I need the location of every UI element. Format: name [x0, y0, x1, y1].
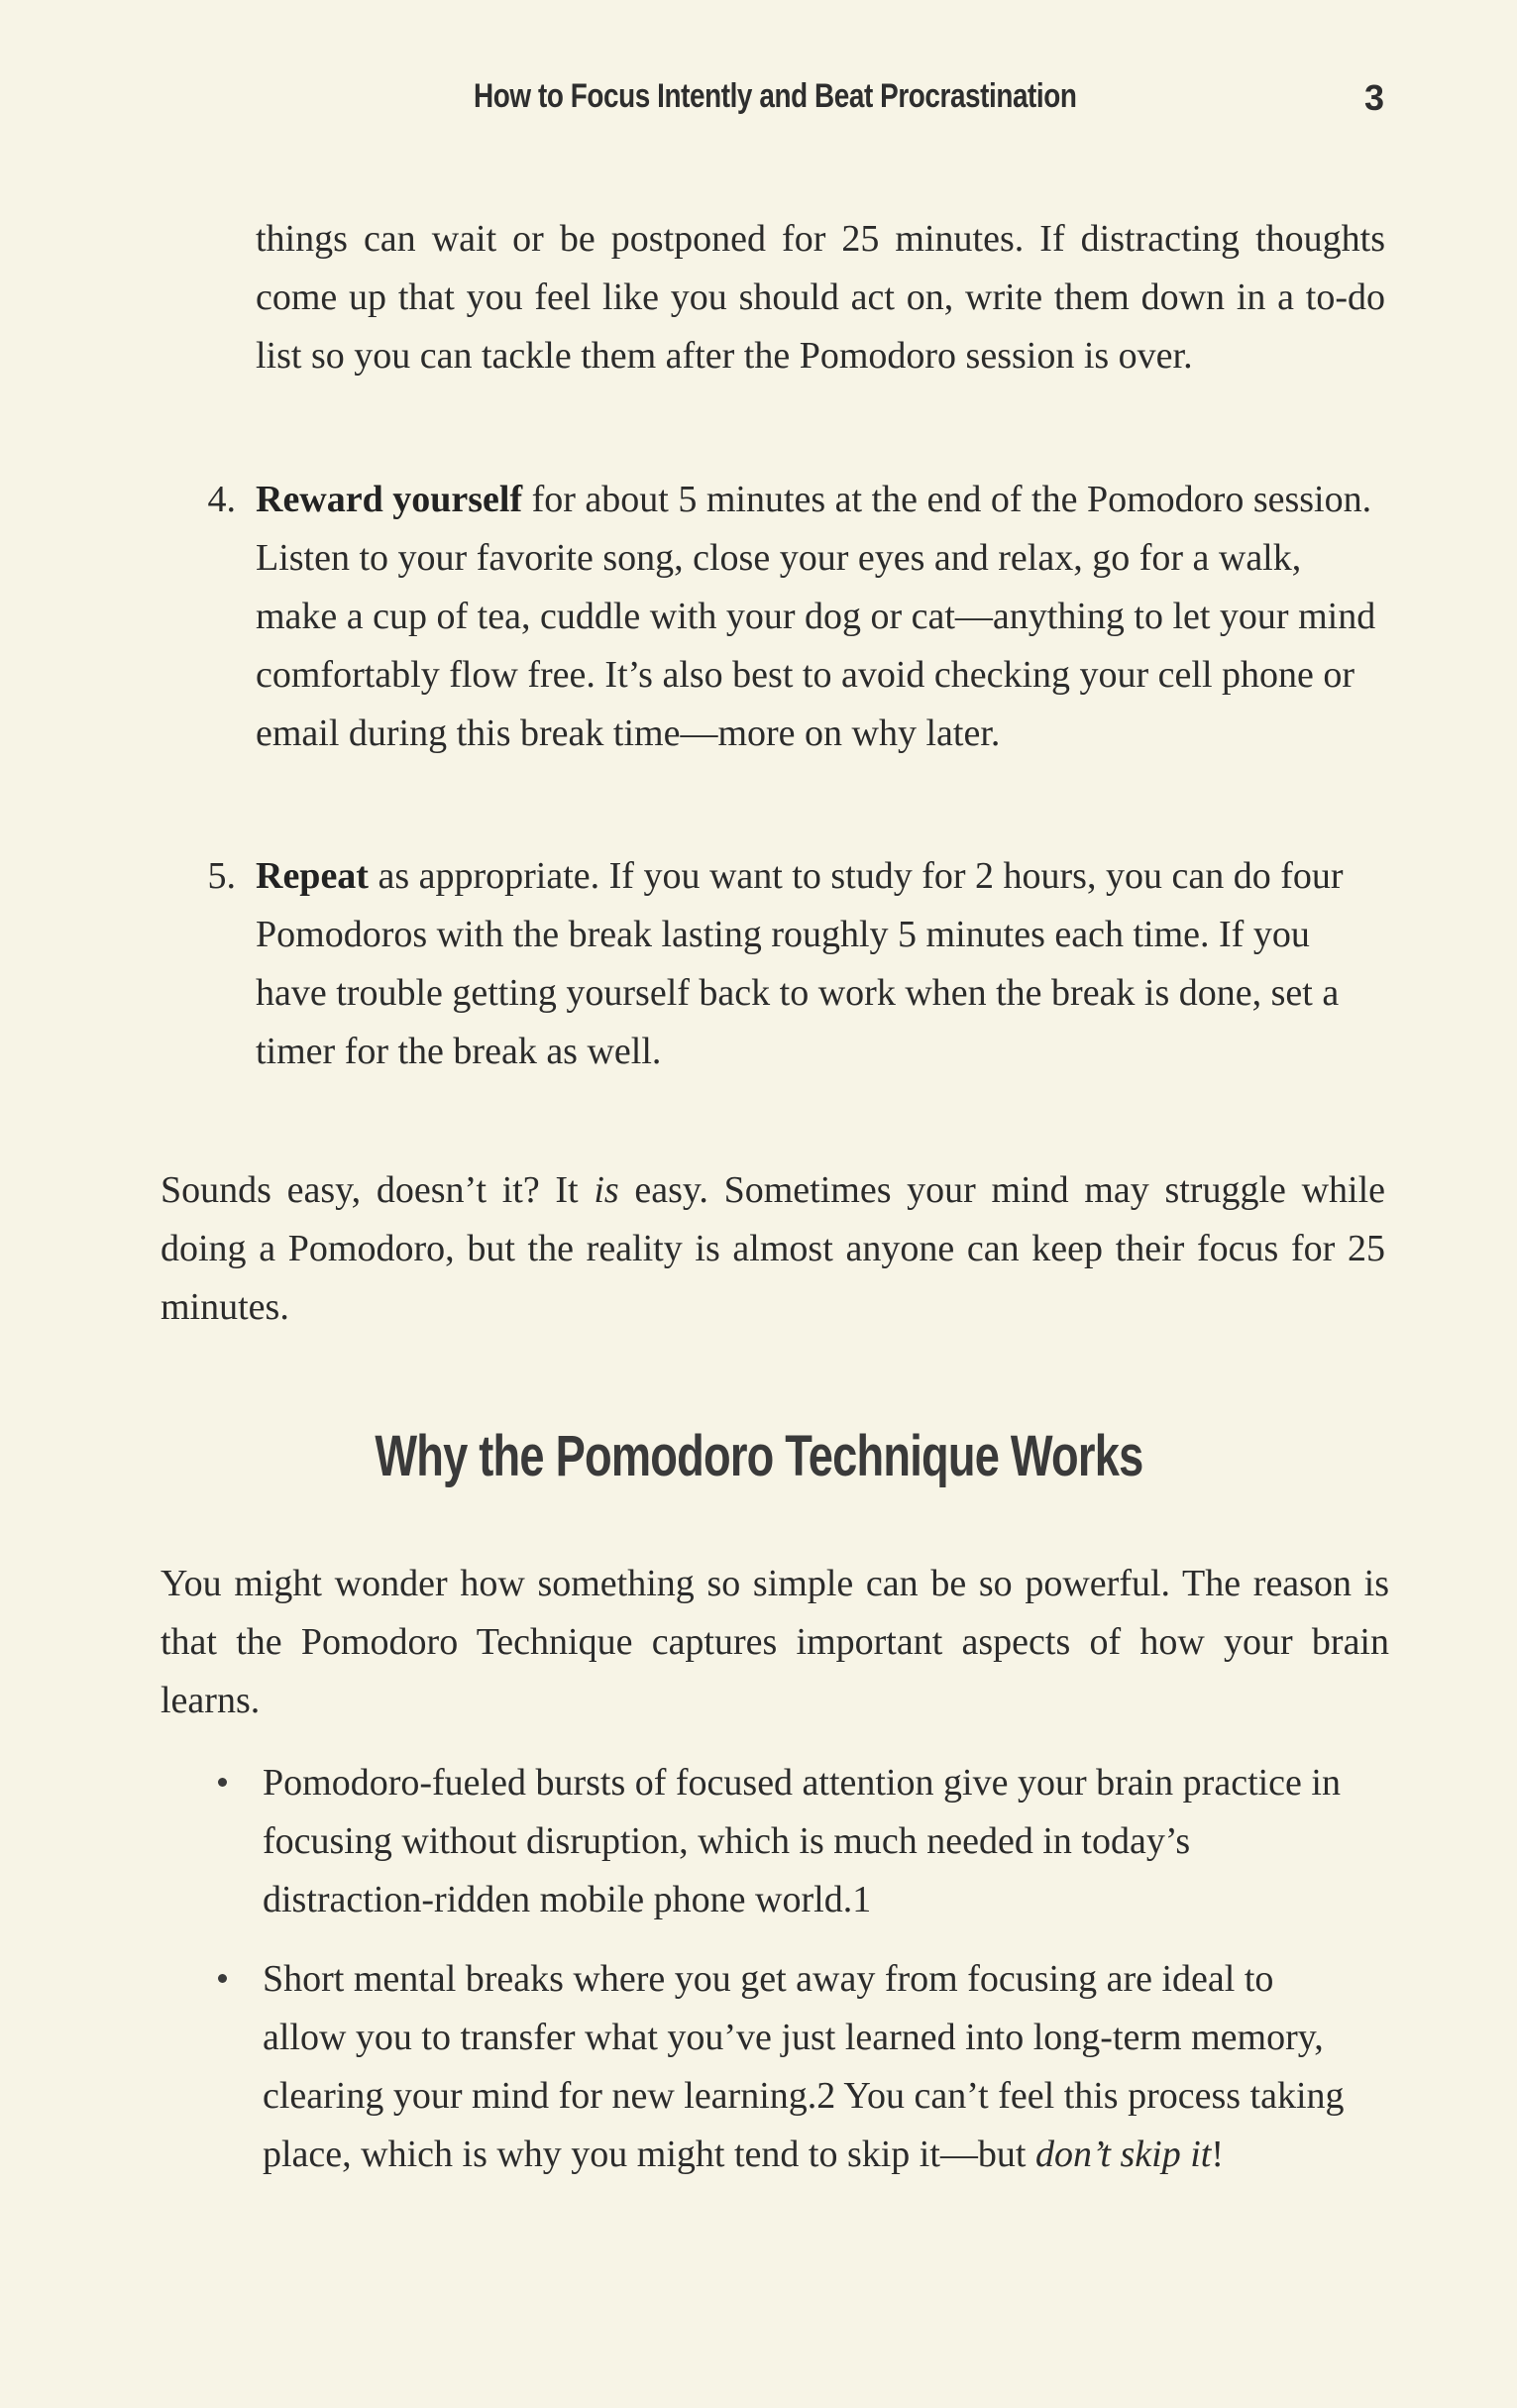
section-heading: Why the Pomodoro Technique Works: [374, 1424, 1143, 1488]
list-number: 5.: [207, 855, 236, 897]
list-item-text: [256, 471, 1385, 763]
emphasis: don’t skip it: [1034, 2134, 1212, 2175]
section-intro-paragraph: You might wonder how something so simple can be so powerful. The reason is that the Pomodoro Technique captures important aspects of how your brain learns.: [161, 1563, 1389, 1721]
bullet-dot: [218, 1778, 227, 1787]
list-item-body: as appropriate. If you want to study for 2 hours, you can do four Pomodoros with the break lasting roughly 5 minutes each time. If you have trouble getting yourself back to work when the break is done, set a timer for the break as well.: [256, 855, 1344, 1072]
list-item-body: for about 5 minutes at the end of the Pomodoro session. Listen to your favorite song, close your eyes and relax, go for a walk, make a cup of tea, cuddle with your dog or cat—anything to let your mind comfortably flow free. It’s also best to avoid checking your cell phone or email during this break time—more on why later.: [256, 479, 1376, 754]
bullet-text: Short mental breaks where you get away from focusing are ideal to allow you to transfer what you’ve just learned into long-term memory, clearing your mind for new learning.2 You can’t feel this process taking place, which is why you might tend to skip it—but don’t skip it!: [263, 1958, 1345, 2175]
running-title: How to Focus Intently and Beat Procrastination: [474, 77, 1077, 115]
bullet-dot: [218, 1974, 227, 1983]
page-number: 3: [1364, 77, 1385, 118]
continuation-paragraph: things can wait or be postponed for 25 minutes. If distracting thoughts come up that you feel like you should act on, write them down in a to-do list so you can tackle them after the Pomodoro session is over.: [256, 218, 1385, 377]
list-number: 4.: [207, 479, 236, 520]
bold-lead: Repeat: [256, 855, 369, 897]
emphasis: is: [594, 1169, 619, 1211]
list-item-text: [256, 847, 1346, 1081]
bullet-text: Pomodoro-fueled bursts of focused attention give your brain practice in focusing without disruption, which is much needed in today’s distraction-ridden mobile phone world.1: [263, 1762, 1341, 1920]
summary-paragraph: Sounds easy, doesn’t it? It is easy. Sometimes your mind may struggle while doing a Pomodoro, but the reality is almost anyone can keep their focus for 25 minutes.: [161, 1169, 1385, 1328]
bold-lead: Reward yourself: [256, 479, 523, 520]
running-header: [0, 77, 1517, 137]
